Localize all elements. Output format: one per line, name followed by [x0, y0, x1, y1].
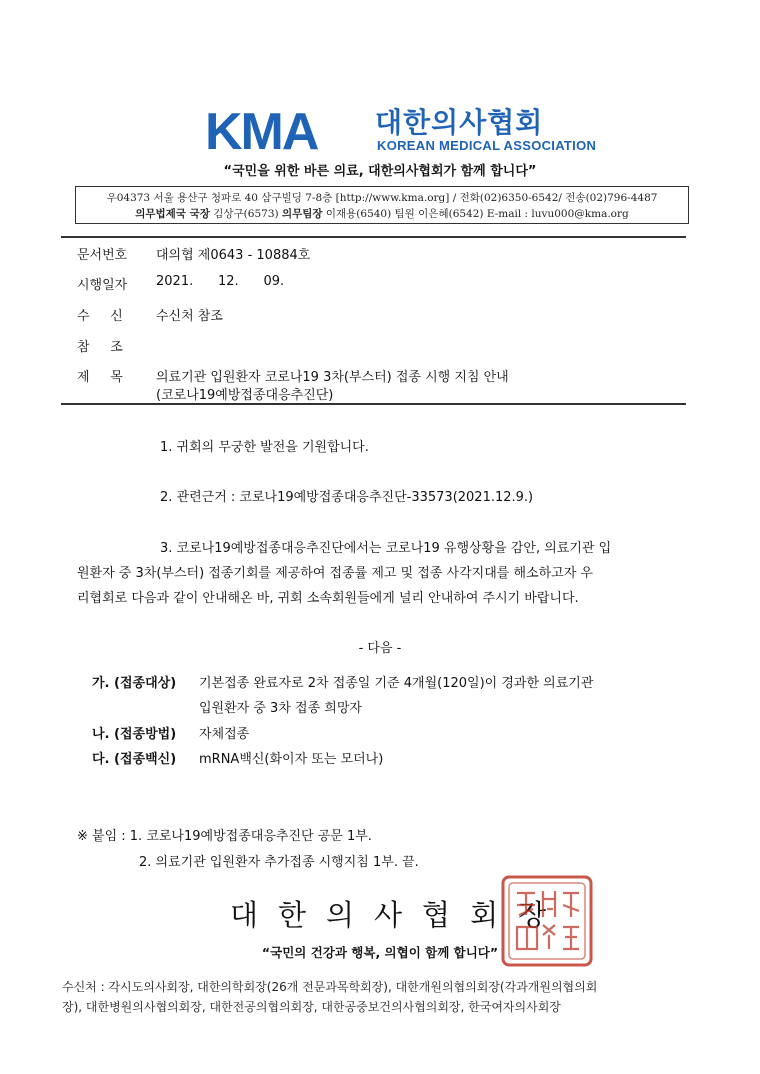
- recipients-line-1: 수신처 : 각시도의사회장, 대한의학회장(26개 전문과목학회장), 대한개원의협의회장(각과개원의협의회: [62, 980, 598, 994]
- team-label: 의무팀장: [281, 208, 323, 220]
- paragraph-2: 2. 관련근거 : 코로나19예방접종대응추진단-33573(2021.12.9.): [160, 490, 534, 505]
- item-b-key: 나. (접종방법): [92, 727, 177, 742]
- dept-label: 의무법제국 국장: [135, 208, 210, 220]
- paragraph-1: 1. 귀회의 무궁한 발전을 기원합니다.: [160, 440, 369, 455]
- attachment-1: ※ 붙임 : 1. 코로나19예방접종대응추진단 공문 1부.: [77, 829, 372, 844]
- header-slogan: “국민을 위한 바른 의료, 대한의사협회가 함께 합니다”: [223, 164, 537, 179]
- closing-slogan: “국민의 건강과 행복, 의협이 함께 합니다”: [261, 945, 499, 960]
- reference-label: 참 조: [77, 340, 123, 355]
- doc-date: 2021. 12. 09.: [156, 274, 285, 289]
- kma-logo: [205, 103, 597, 161]
- recipient-value: 수신처 참조: [156, 309, 223, 324]
- item-c-key: 다. (접종백신): [92, 752, 177, 767]
- subject-divider: [61, 403, 686, 405]
- item-c-line-1: mRNA백신(화이자 또는 모더나): [199, 752, 384, 767]
- logo-wordmark: KMA: [205, 103, 318, 161]
- item-a-key: 가. (접종대상): [92, 676, 177, 691]
- contact-staff-line: [76, 206, 688, 221]
- attachment-2: 2. 의료기관 입원환자 추가접종 시행지침 1부. 끝.: [139, 855, 419, 870]
- item-a-line-2: 입원환자 중 3차 접종 희망자: [199, 701, 362, 716]
- president-title: 대한의사협회장: [230, 898, 567, 932]
- header-divider: [61, 236, 686, 238]
- doc-number: 대의협 제0643 - 10884호: [156, 248, 311, 263]
- subject-line-2: (코로나19예방접종대응추진단): [156, 388, 334, 403]
- contact-box: [75, 186, 689, 224]
- subject-line-1: 의료기관 입원환자 코로나19 3차(부스터) 접종 시행 지침 안내: [156, 370, 509, 385]
- team-contacts: 이재용(6540) 팀원 이은혜(6542) E-mail : luvu000@kma.org: [325, 208, 629, 220]
- paragraph-3-line-3: 리협회로 다음과 같이 안내해온 바, 귀회 소속회원들에게 널리 안내하여 주시기 바랍니다.: [77, 591, 579, 606]
- section-divider: - 다음 -: [358, 641, 402, 656]
- item-b-line-1: 자체접종: [199, 727, 250, 742]
- org-name-english: KOREAN MEDICAL ASSOCIATION: [377, 138, 597, 153]
- doc-number-label: 문서번호: [77, 248, 128, 263]
- paragraph-3-line-1: 3. 코로나19예방접종대응추진단에서는 코로나19 유행상황을 감안, 의료기관 입: [160, 541, 612, 556]
- recipient-label: 수 신: [77, 309, 123, 324]
- contact-address-line: 우04373 서울 용산구 청파로 40 삼구빌딩 7-8층 [http://www.kma.org] / 전화(02)6350-6542/ 전송(02)796-4487: [106, 192, 658, 204]
- subject-label: 제 목: [77, 370, 123, 385]
- recipients-line-2: 장), 대한병원의사협의회장, 대한전공의협의회장, 대한공중보건의사협의회장, 한국여자의사회장: [62, 1000, 561, 1014]
- org-name-korean: 대한의사협회: [375, 106, 544, 139]
- date-label: 시행일자: [77, 278, 128, 293]
- dept-person: 김상구(6573): [213, 208, 279, 220]
- item-a-line-1: 기본접종 완료자로 2차 접종일 기준 4개월(120일)이 경과한 의료기관: [199, 676, 594, 691]
- paragraph-3-line-2: 원환자 중 3차(부스터) 접종기회를 제공하여 접종률 제고 및 접종 사각지대를 해소하고자 우: [77, 566, 593, 581]
